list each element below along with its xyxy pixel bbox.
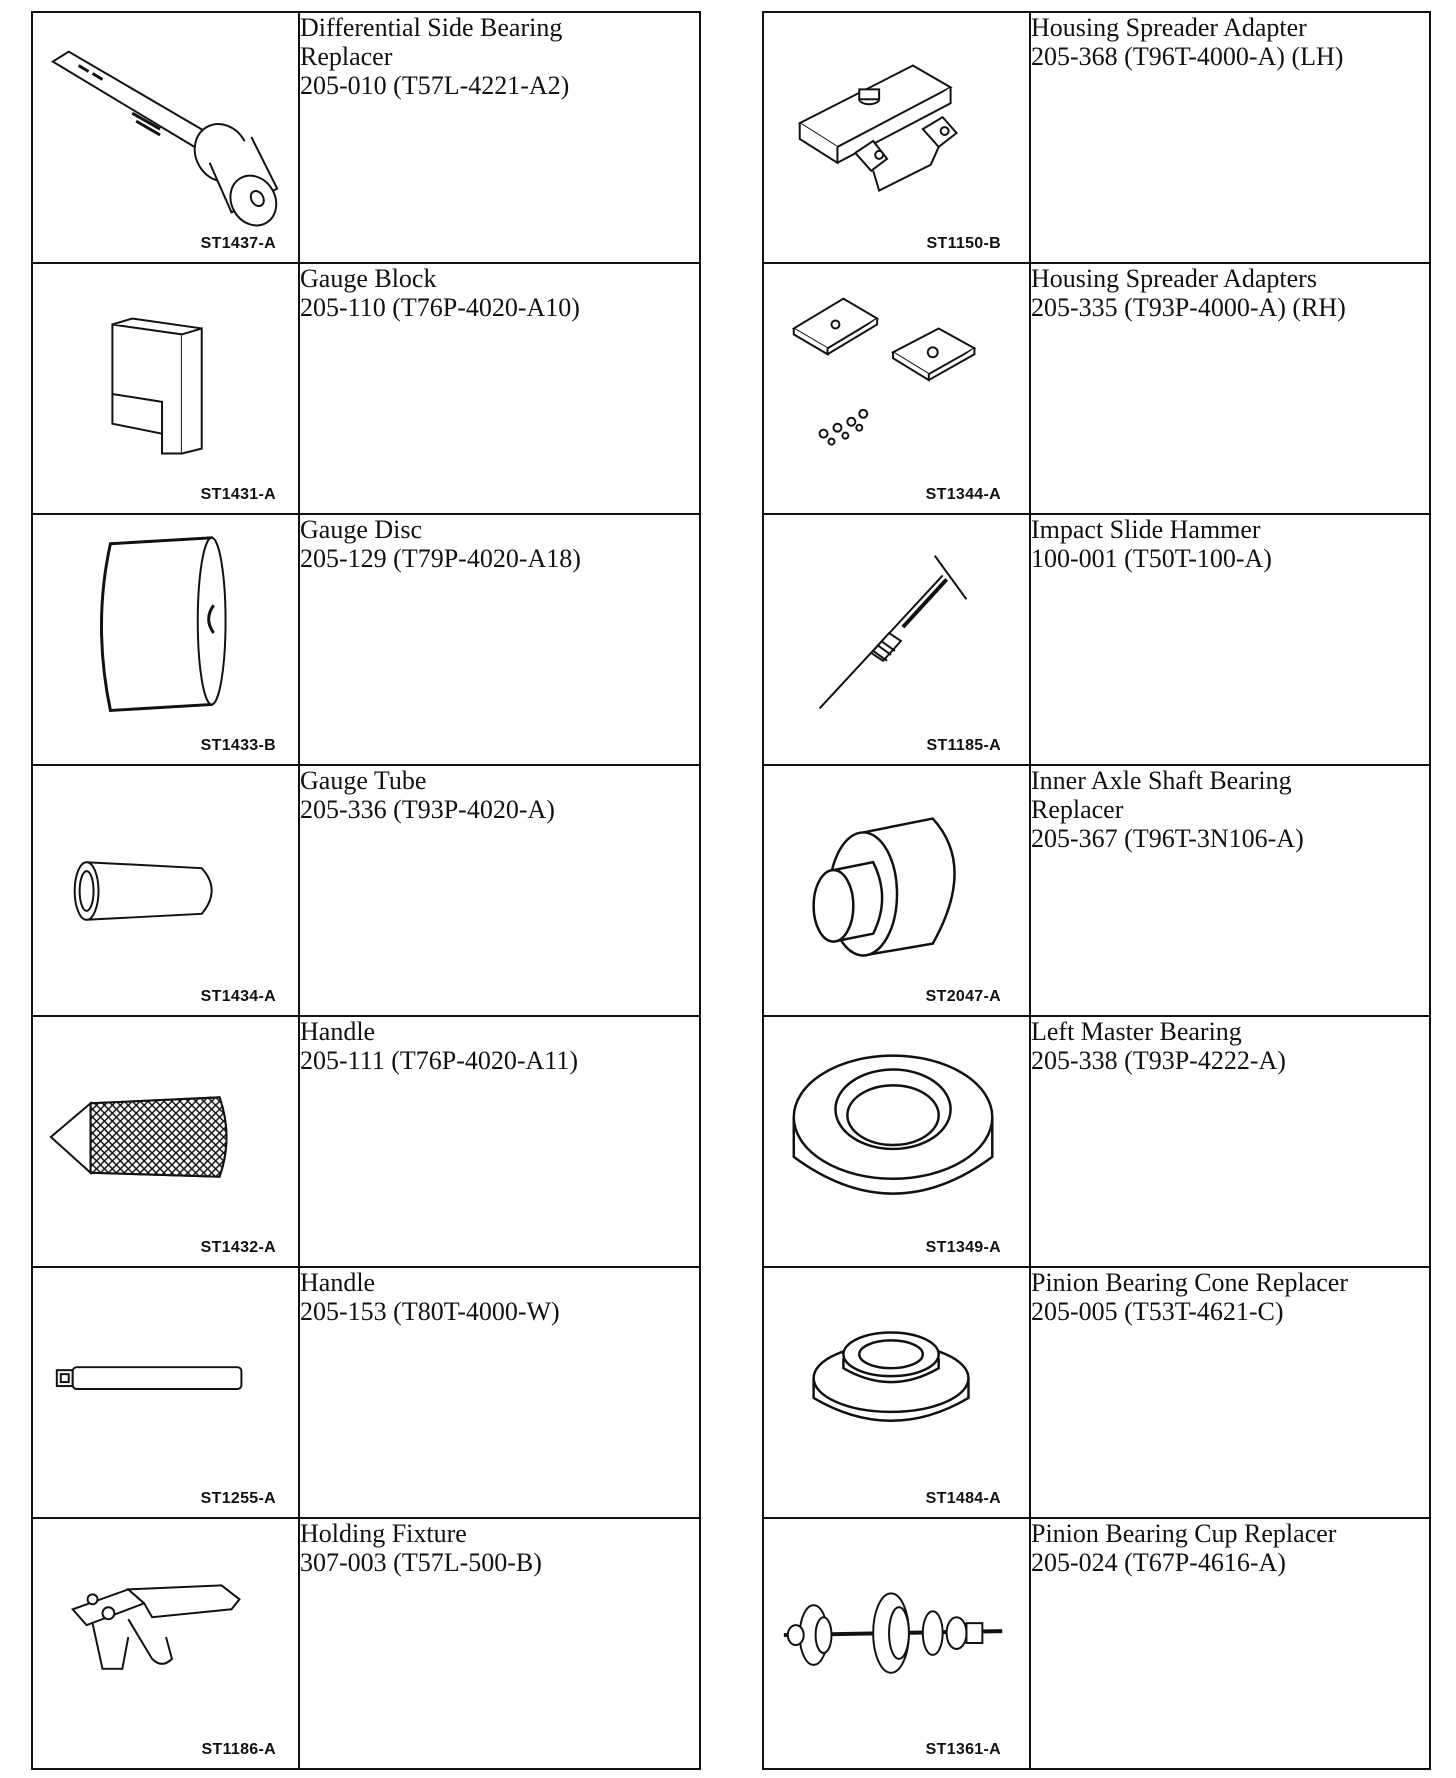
gauge-block-icon xyxy=(33,264,298,513)
tool-illustration xyxy=(32,765,299,1016)
tool-illustration xyxy=(763,1518,1030,1769)
tool-illustration xyxy=(32,12,299,263)
tool-code: ST2047-A xyxy=(925,988,1001,1005)
tool-part-number: 205-153 (T80T-4000-W) xyxy=(300,1297,560,1326)
tool-name: Handle xyxy=(300,1017,376,1046)
tool-row xyxy=(32,1267,700,1518)
tool-part-number: 205-005 (T53T-4621-C) xyxy=(1031,1297,1284,1326)
tool-row xyxy=(763,1016,1430,1267)
tool-name: Gauge Disc xyxy=(300,515,423,544)
tool-description xyxy=(299,1518,700,1769)
tool-description xyxy=(299,1267,700,1518)
tool-description xyxy=(1030,263,1430,514)
tool-row xyxy=(763,263,1430,514)
bearing-replacer-icon xyxy=(33,13,298,262)
tool-illustration xyxy=(32,1016,299,1267)
tool-row xyxy=(32,514,700,765)
tool-code: ST1349-A xyxy=(925,1239,1001,1256)
tool-part-number: 205-010 (T57L-4221-A2) xyxy=(300,71,570,100)
tool-row xyxy=(763,12,1430,263)
tool-name: Pinion Bearing Cup Replacer xyxy=(1031,1519,1337,1548)
tool-name: Housing Spreader Adapter xyxy=(1031,13,1307,42)
tool-illustration xyxy=(32,263,299,514)
tool-code: ST1361-A xyxy=(925,1741,1001,1758)
tool-row xyxy=(32,765,700,1016)
tool-name: Housing Spreader Adapters xyxy=(1031,264,1317,293)
tool-part-number: 100-001 (T50T-100-A) xyxy=(1031,544,1272,573)
tool-name: Gauge Block xyxy=(300,264,437,293)
tool-description xyxy=(1030,1518,1430,1769)
tool-code: ST1433-B xyxy=(200,737,276,754)
slide-hammer-icon xyxy=(764,515,1029,764)
tool-row xyxy=(32,1518,700,1769)
tool-name: Left Master Bearing xyxy=(1031,1017,1242,1046)
tool-row xyxy=(763,514,1430,765)
tool-code: ST1431-A xyxy=(200,486,276,503)
tool-description xyxy=(299,12,700,263)
axle-bearing-replacer-icon xyxy=(764,766,1029,1015)
tool-name: Holding Fixture xyxy=(300,1519,467,1548)
tool-description xyxy=(299,514,700,765)
tool-name: Gauge Tube xyxy=(300,766,427,795)
tool-part-number: 205-338 (T93P-4222-A) xyxy=(1031,1046,1286,1075)
tool-part-number: 205-129 (T79P-4020-A18) xyxy=(300,544,581,573)
tool-description xyxy=(299,765,700,1016)
tool-description xyxy=(1030,1267,1430,1518)
tool-illustration xyxy=(763,1016,1030,1267)
tool-name: Pinion Bearing Cone Replacer xyxy=(1031,1268,1348,1297)
tool-name: Impact Slide Hammer xyxy=(1031,515,1261,544)
tool-name: Handle xyxy=(300,1268,376,1297)
tool-code: ST1432-A xyxy=(200,1239,276,1256)
tool-code: ST1434-A xyxy=(200,988,276,1005)
tool-table-left xyxy=(31,11,701,1770)
tool-code: ST1255-A xyxy=(200,1490,276,1507)
tool-code: ST1344-A xyxy=(925,486,1001,503)
tool-code: ST1186-A xyxy=(201,1741,276,1758)
cone-replacer-icon xyxy=(764,1268,1029,1517)
tool-illustration xyxy=(763,514,1030,765)
tool-table-right xyxy=(762,11,1431,1770)
tool-illustration xyxy=(32,514,299,765)
tool-description xyxy=(1030,12,1430,263)
tool-description xyxy=(1030,1016,1430,1267)
tool-part-number: 205-336 (T93P-4020-A) xyxy=(300,795,555,824)
tool-part-number: 205-335 (T93P-4000-A) (RH) xyxy=(1031,293,1346,322)
tool-name: Differential Side Bearing Replacer xyxy=(300,13,563,71)
tool-row xyxy=(32,263,700,514)
tool-illustration xyxy=(763,263,1030,514)
tool-part-number: 205-110 (T76P-4020-A10) xyxy=(300,293,580,322)
tool-code: ST1150-B xyxy=(926,235,1001,252)
tool-part-number: 205-368 (T96T-4000-A) (LH) xyxy=(1031,42,1344,71)
tool-part-number: 205-111 (T76P-4020-A11) xyxy=(300,1046,579,1075)
tool-row xyxy=(763,1518,1430,1769)
master-bearing-icon xyxy=(764,1017,1029,1266)
knurled-handle-icon xyxy=(33,1017,298,1266)
tool-illustration xyxy=(763,12,1030,263)
tool-part-number: 205-024 (T67P-4616-A) xyxy=(1031,1548,1286,1577)
tool-row xyxy=(763,765,1430,1016)
tool-illustration xyxy=(763,765,1030,1016)
tool-illustration xyxy=(32,1267,299,1518)
cup-replacer-icon xyxy=(764,1519,1029,1768)
tool-part-number: 307-003 (T57L-500-B) xyxy=(300,1548,542,1577)
gauge-tube-icon xyxy=(33,766,298,1015)
tool-description xyxy=(299,1016,700,1267)
tool-code: ST1437-A xyxy=(200,235,276,252)
holding-fixture-icon xyxy=(33,1519,298,1768)
tool-row xyxy=(763,1267,1430,1518)
tool-illustration xyxy=(32,1518,299,1769)
tool-description xyxy=(299,263,700,514)
spreader-adapter-icon xyxy=(764,13,1029,262)
tool-description xyxy=(1030,765,1430,1016)
spreader-adapters-icon xyxy=(764,264,1029,513)
tool-name: Inner Axle Shaft Bearing Replacer xyxy=(1031,766,1292,824)
tool-row xyxy=(32,12,700,263)
tool-row xyxy=(32,1016,700,1267)
handle-bar-icon xyxy=(33,1268,298,1517)
tool-code: ST1484-A xyxy=(925,1490,1001,1507)
gauge-disc-icon xyxy=(33,515,298,764)
tool-description xyxy=(1030,514,1430,765)
tool-illustration xyxy=(763,1267,1030,1518)
tool-code: ST1185-A xyxy=(926,737,1001,754)
tool-part-number: 205-367 (T96T-3N106-A) xyxy=(1031,824,1304,853)
